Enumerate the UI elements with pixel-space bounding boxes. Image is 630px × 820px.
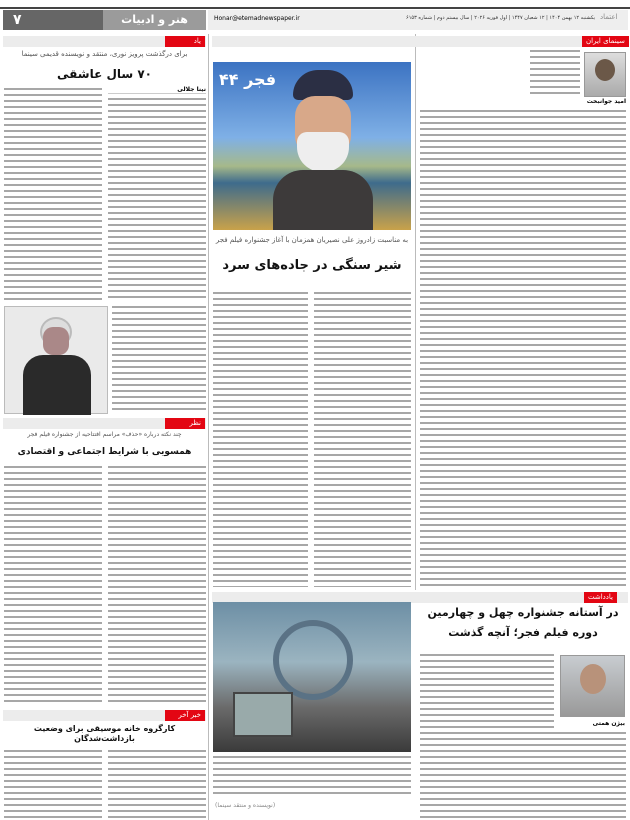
author-credit: (نویسنده و منتقد سینما) <box>215 802 276 809</box>
bottom-headline-line2[interactable]: دوره فیلم فجر؛ آنچه گذشت <box>448 626 598 639</box>
article-text <box>108 466 206 702</box>
obit-author: نینا جلالی <box>108 86 206 94</box>
email-link[interactable]: Honar@etemadnewspaper.ir <box>214 15 300 22</box>
section-label-yaddasht: یادداشت <box>584 592 617 603</box>
column-divider <box>208 34 209 820</box>
article-text <box>4 88 102 300</box>
dateline: یکشنبه ۱۲ بهمن ۱۴۰۴ | ۱۲ شعبان ۱۴۴۷ | اول فوریه ۲۰۲۶ | سال بیستم دوم | شماره ۶۱۵۳ <box>406 15 595 21</box>
article-text <box>213 756 411 796</box>
article-text <box>420 110 626 588</box>
opinion-headline[interactable]: همسویی با شرایط اجتماعی و اقتصادی <box>17 447 192 457</box>
article-text <box>213 292 308 587</box>
article-text <box>4 750 102 818</box>
bottom-author-name: بیژن همتی <box>592 720 625 727</box>
section-label-yad: یاد <box>165 36 205 47</box>
article-subtitle: به مناسبت زادروز علی نصیریان همزمان با آغاز جشنواره فیلم فجر <box>215 236 409 244</box>
section-bar <box>212 36 628 47</box>
newspaper-logo: اعتماد <box>600 13 618 21</box>
author-name: امید جوانبخت <box>586 98 626 105</box>
article-text <box>530 50 580 94</box>
section-label-nazar: نظر <box>165 418 205 429</box>
article-text <box>108 750 206 818</box>
article-text <box>108 98 206 300</box>
festival-poster-image <box>213 62 411 230</box>
article-text <box>314 292 411 587</box>
section-label-cinema: سینمای ایران <box>582 36 629 47</box>
article-text <box>420 732 626 818</box>
bottom-headline-line1[interactable]: در آستانه جشنواره چهل و چهارمین <box>427 606 619 619</box>
top-rule <box>0 7 630 9</box>
article-text <box>112 306 206 414</box>
poster-logo: فجر ۴۴ <box>219 70 277 89</box>
column-divider <box>415 34 416 590</box>
article-text <box>420 654 554 730</box>
bottom-author-photo <box>560 655 625 717</box>
article-headline[interactable]: شیر سنگی در جاده‌های سرد <box>222 258 402 273</box>
obit-subtitle: برای درگذشت پرویز نوری، منتقد و نویسنده قدیمی سینما <box>21 50 188 58</box>
page-number: ۷ <box>3 10 103 30</box>
obit-photo <box>4 306 108 414</box>
section-title: هنر و ادبیات <box>103 10 206 30</box>
author-photo <box>584 52 626 97</box>
section-label-khabar: خبر آخر <box>165 710 205 721</box>
news-headline[interactable]: کارگروه خانه موسیقی برای وضعیت بازداشت‌شدگان <box>33 724 176 743</box>
article-text <box>4 466 102 702</box>
obit-headline[interactable]: ۷۰ سال عاشقی <box>56 67 152 81</box>
festival-photo <box>213 602 411 752</box>
opinion-subtitle: چند نکته درباره «حذف» مراسم افتتاحیه از جشنواره فیلم فجر <box>27 431 182 438</box>
